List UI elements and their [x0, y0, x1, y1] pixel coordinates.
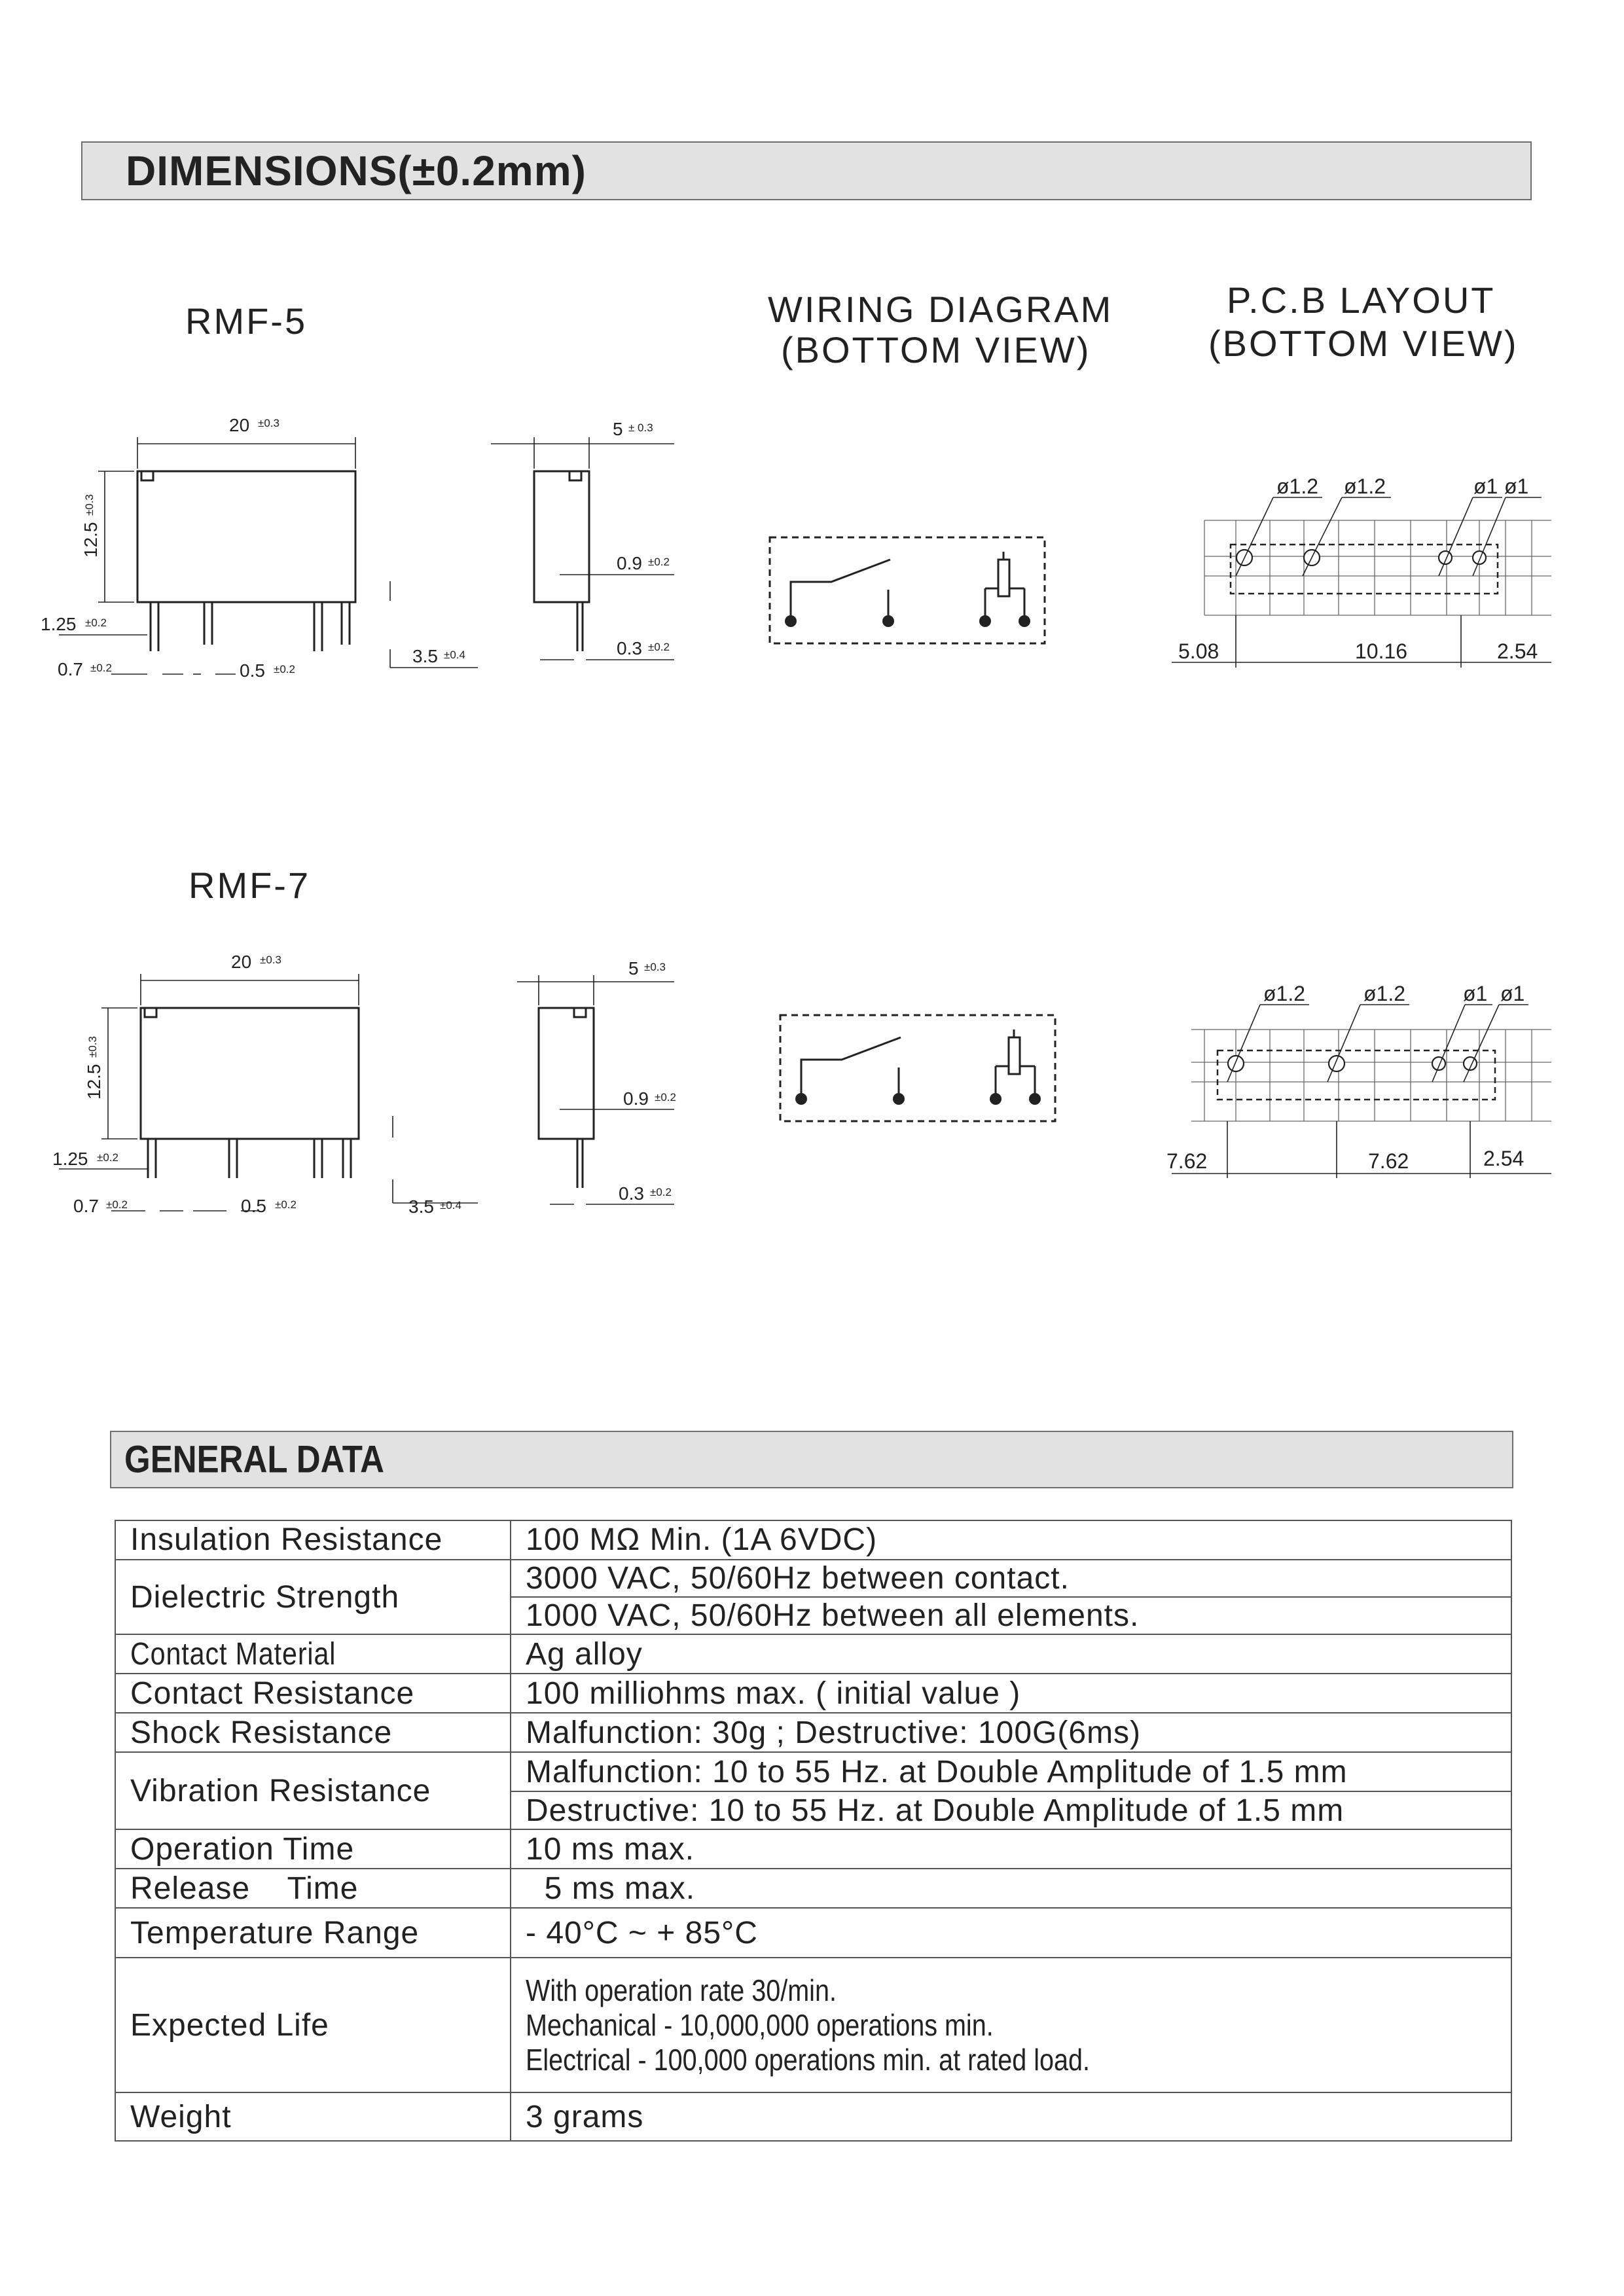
table-row [115, 1674, 1511, 1713]
expected-life-line-1: With operation rate 30/min. [526, 1973, 837, 2008]
rmf7-pin-thick-tol: ±0.2 [275, 1198, 297, 1211]
rmf5-pin-offset-label: 1.25 [41, 614, 77, 634]
rmf5-width-tol: ±0.3 [258, 417, 280, 429]
spec-key: Insulation Resistance [115, 1520, 511, 1560]
expected-life-line-2: Mechanical - 10,000,000 operations min. [526, 2007, 994, 2042]
rmf7-pin-offset-label: 1.25 [52, 1149, 88, 1169]
rmf5-side-pin-label: 0.3 [617, 638, 642, 658]
rmf5-height-tol: ±0.3 [83, 494, 96, 516]
rmf7-side-pin-label: 0.3 [619, 1183, 644, 1204]
rmf7-pin-width-tol: ±0.2 [106, 1198, 128, 1211]
rmf7-width-label: 20 [231, 952, 252, 972]
rmf5-pin-pos-tol: ±0.2 [648, 556, 670, 568]
rmf5-pin-offset-tol: ±0.2 [85, 617, 107, 629]
rmf5-pin-length-tol: ±0.4 [444, 649, 465, 661]
rmf7-pcb-spacing-2: 7.62 [1368, 1149, 1409, 1173]
rmf5-pcb-hole-1: ø1.2 [1276, 475, 1319, 498]
rmf5-front-view-drawing [33, 406, 491, 700]
rmf5-pcb-hole-2: ø1.2 [1344, 475, 1386, 498]
spec-key: Vibration Resistance [115, 1752, 511, 1829]
rmf5-pcb-spacing-2: 10.16 [1355, 639, 1408, 663]
rmf5-pcb-hole-3: ø1 [1473, 475, 1498, 498]
table-row [115, 2092, 1511, 2141]
spec-value [511, 1958, 1511, 2092]
general-data-table [115, 1520, 1512, 2142]
rmf7-pcb-spacing-1: 7.62 [1166, 1149, 1208, 1173]
spec-key [115, 1634, 511, 1674]
rmf5-height-label: 12.5 [81, 522, 101, 558]
spec-value: 3 grams [511, 2092, 1511, 2141]
spec-value: 100 milliohms max. ( initial value ) [511, 1674, 1511, 1713]
spec-value: Ag alloy [511, 1634, 1511, 1674]
spec-value: - 40°C ~ + 85°C [511, 1908, 1511, 1958]
rmf5-pcb-layout [1159, 471, 1564, 681]
rmf5-depth-label: 5 [613, 419, 623, 439]
spec-value: Malfunction: 10 to 55 Hz. at Double Amplitude of 1.5 mm [511, 1752, 1511, 1791]
rmf7-wiring-diagram [776, 1011, 1064, 1129]
rmf7-side-view-drawing [478, 942, 713, 1217]
rmf7-height-label: 12.5 [84, 1064, 104, 1100]
table-row [115, 1520, 1511, 1560]
rmf7-pcb-hole-4: ø1 [1500, 982, 1525, 1005]
dimensions-title: DIMENSIONS(±0.2mm) [126, 147, 586, 194]
general-data-title: GENERAL DATA [124, 1438, 384, 1481]
rmf7-side-pin-tol: ±0.2 [650, 1186, 672, 1198]
rmf5-pcb-hole-4: ø1 [1504, 475, 1529, 498]
rmf7-pin-pos-tol: ±0.2 [655, 1091, 676, 1103]
rmf7-pcb-layout [1159, 978, 1564, 1188]
rmf7-pcb-spacing-3: 2.54 [1483, 1147, 1525, 1170]
rmf7-pcb-hole-2: ø1.2 [1363, 982, 1406, 1005]
spec-key: Dielectric Strength [115, 1560, 511, 1634]
rmf7-depth-tol: ±0.3 [644, 961, 666, 973]
table-row [115, 1634, 1511, 1674]
rmf5-pin-length-label: 3.5 [412, 646, 438, 666]
rmf7-pin-pos-label: 0.9 [623, 1088, 649, 1109]
rmf5-pin-width-label: 0.7 [58, 659, 83, 679]
spec-key: Operation Time [115, 1829, 511, 1869]
spec-key-text: Contact Material [130, 1636, 336, 1672]
spec-key: Shock Resistance [115, 1713, 511, 1752]
spec-key: Expected Life [115, 1958, 511, 2092]
rmf5-title: RMF-5 [185, 300, 308, 342]
spec-key: Temperature Range [115, 1908, 511, 1958]
spec-key: Weight [115, 2092, 511, 2141]
rmf7-pin-width-label: 0.7 [73, 1196, 99, 1216]
spec-value: 5 ms max. [511, 1869, 1511, 1908]
rmf7-front-view-drawing [33, 942, 491, 1230]
rmf7-title: RMF-7 [189, 865, 311, 906]
spec-value: Destructive: 10 to 55 Hz. at Double Amplitude of 1.5 mm [511, 1791, 1511, 1829]
rmf5-depth-tol: ± 0.3 [628, 422, 653, 434]
rmf5-pin-pos-label: 0.9 [617, 553, 642, 573]
pcb-title-line1: P.C.B LAYOUT [1227, 279, 1496, 321]
rmf7-height-tol: ±0.3 [86, 1036, 99, 1058]
rmf7-pin-offset-tol: ±0.2 [97, 1151, 118, 1164]
pcb-title-line2: (BOTTOM VIEW) [1208, 323, 1519, 364]
rmf7-pcb-hole-1: ø1.2 [1263, 982, 1306, 1005]
rmf7-pin-thick-label: 0.5 [241, 1196, 266, 1216]
table-row [115, 1560, 1511, 1597]
rmf5-pcb-spacing-3: 2.54 [1497, 639, 1538, 663]
rmf5-side-view-drawing [478, 406, 713, 681]
rmf5-width-label: 20 [229, 415, 250, 435]
rmf5-wiring-diagram [766, 533, 1054, 651]
spec-key: Contact Resistance [115, 1674, 511, 1713]
rmf5-pin-thick-label: 0.5 [240, 660, 265, 681]
table-row [115, 1752, 1511, 1791]
wiring-title-line1: WIRING DIAGRAM [768, 289, 1113, 330]
table-row [115, 1713, 1511, 1752]
spec-value: 10 ms max. [511, 1829, 1511, 1869]
dimensions-header [81, 141, 1532, 200]
spec-key: Release Time [115, 1869, 511, 1908]
spec-value: 3000 VAC, 50/60Hz between contact. [511, 1560, 1511, 1597]
table-row [115, 1829, 1511, 1869]
rmf7-pin-length-label: 3.5 [408, 1196, 434, 1217]
rmf7-pin-length-tol: ±0.4 [440, 1199, 461, 1211]
general-data-header [110, 1431, 1513, 1488]
rmf5-pin-width-tol: ±0.2 [90, 662, 112, 674]
spec-value: 100 MΩ Min. (1A 6VDC) [511, 1520, 1511, 1560]
table-row [115, 1958, 1511, 2092]
rmf7-width-tol: ±0.3 [260, 954, 281, 966]
rmf5-pcb-spacing-1: 5.08 [1178, 639, 1219, 663]
wiring-title-line2: (BOTTOM VIEW) [781, 329, 1091, 370]
spec-value: Malfunction: 30g ; Destructive: 100G(6ms) [511, 1713, 1511, 1752]
rmf7-depth-label: 5 [628, 958, 639, 978]
expected-life-line-3: Electrical - 100,000 operations min. at rated load. [526, 2042, 1091, 2077]
spec-value: 1000 VAC, 50/60Hz between all elements. [511, 1597, 1511, 1634]
rmf5-side-pin-tol: ±0.2 [648, 641, 670, 653]
rmf5-pin-thick-tol: ±0.2 [274, 663, 295, 675]
rmf7-pcb-hole-3: ø1 [1463, 982, 1488, 1005]
table-row [115, 1908, 1511, 1958]
table-row [115, 1869, 1511, 1908]
